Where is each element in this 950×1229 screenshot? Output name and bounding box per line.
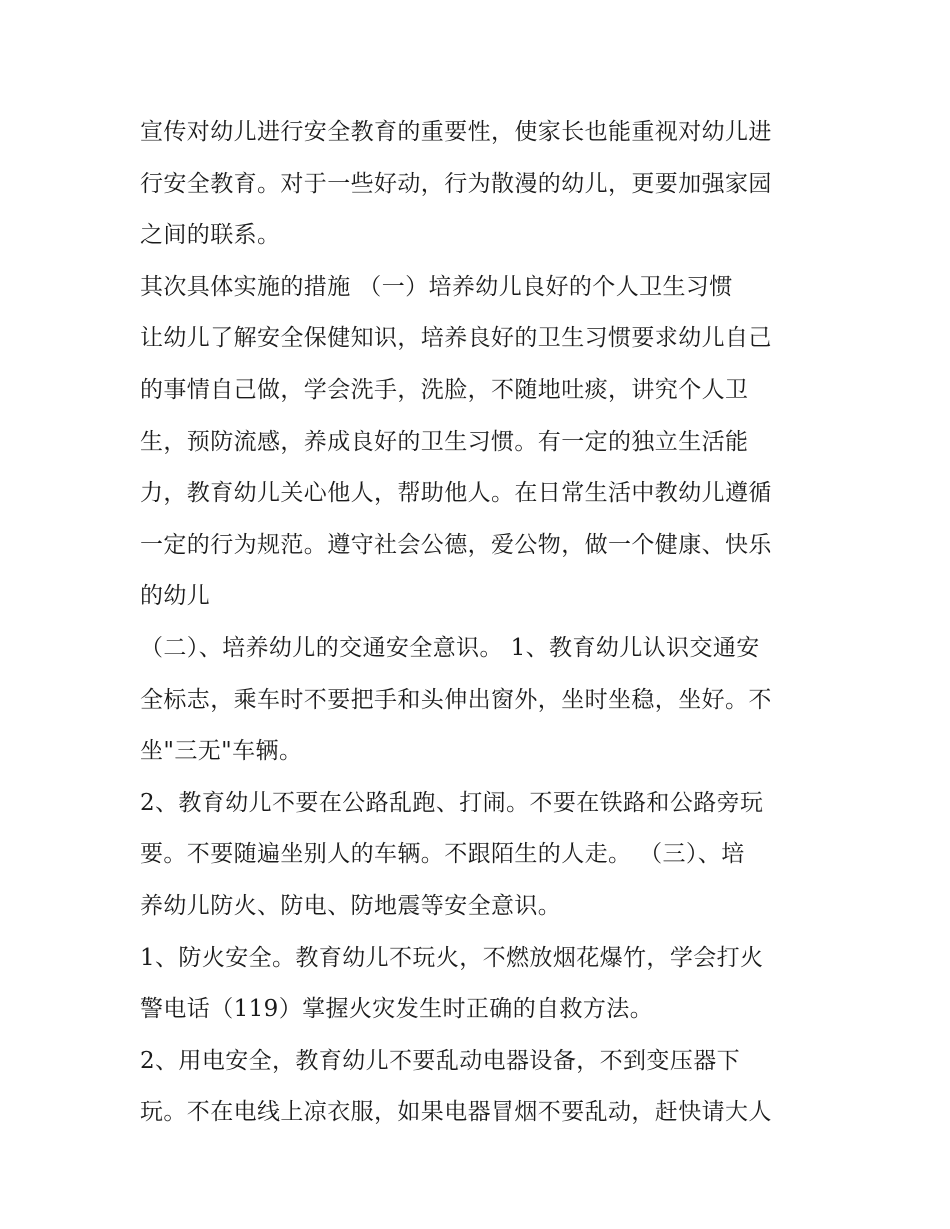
text-line: 的幼儿 — [140, 583, 211, 610]
text-line: 其次具体实施的措施 （一）培养幼儿良好的个人卫生习惯 — [140, 273, 733, 300]
text-line: 的事情自己做，学会洗手，洗脸，不随地吐痰，讲究个人卫 — [140, 376, 749, 403]
text-line: 警电话（119）掌握火灾发生时正确的自救方法。 — [140, 996, 654, 1023]
text-line: 玩。不在电线上凉衣服，如果电器冒烟不要乱动，赶快请大人 — [140, 1099, 772, 1126]
text-line: 养幼儿防火、防电、防地震等安全意识。 — [140, 892, 562, 919]
text-line: 2、教育幼儿不要在公路乱跑、打闹。不要在铁路和公路旁玩 — [140, 789, 764, 816]
text-line: 宣传对幼儿进行安全教育的重要性，使家长也能重视对幼儿进 — [140, 119, 772, 145]
text-line: 行安全教育。对于一些好动，行为散漫的幼儿，更要加强家园 — [140, 170, 772, 197]
text-line: 坐"三无"车辆。 — [140, 738, 303, 765]
text-line: 全标志，乘车时不要把手和头伸出窗外，坐时坐稳，坐好。不 — [140, 686, 772, 713]
text-line: 一定的行为规范。遵守社会公德，爱公物，做一个健康、快乐 — [140, 531, 772, 558]
text-line: 要。不要随遍坐别人的车辆。不跟陌生的人走。 （三）、培 — [140, 841, 745, 868]
text-line: （二）、培养幼儿的交通安全意识。 1、教育幼儿认识交通安 — [140, 634, 760, 661]
text-line: 1、防火安全。教育幼儿不玩火，不燃放烟花爆竹，学会打火 — [140, 944, 764, 971]
text-line: 生，预防流感，养成良好的卫生习惯。有一定的独立生活能 — [140, 428, 749, 455]
text-line: 2、用电安全，教育幼儿不要乱动电器设备，不到变压器下 — [140, 1047, 741, 1074]
text-line: 之间的联系。 — [140, 222, 281, 249]
text-line: 力，教育幼儿关心他人，帮助他人。在日常生活中教幼儿遵循 — [140, 480, 772, 507]
document-body — [140, 107, 820, 1139]
text-line: 让幼儿了解安全保健知识，培养良好的卫生习惯要求幼儿自己 — [140, 325, 772, 352]
